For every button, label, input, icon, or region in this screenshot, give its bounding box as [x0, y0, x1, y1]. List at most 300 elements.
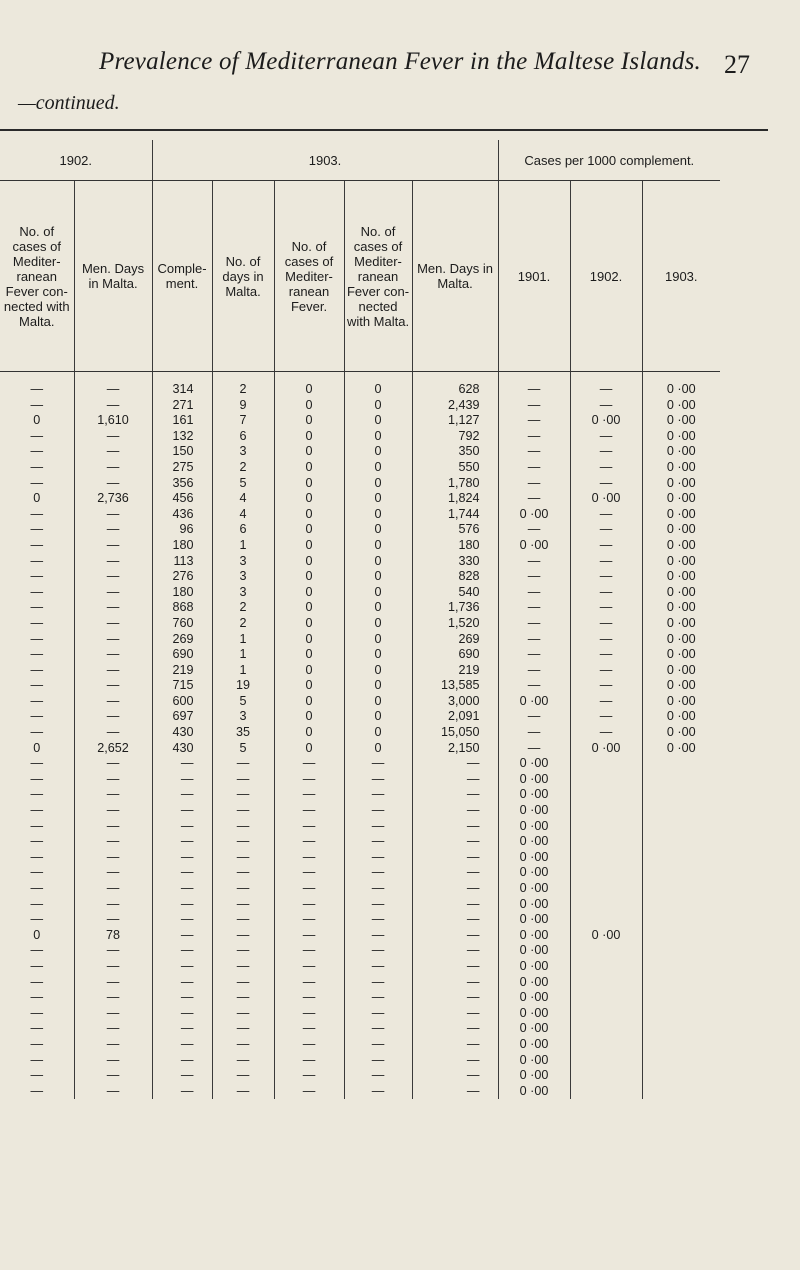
cell-cases: 0	[274, 554, 344, 570]
cell-cases-malta: 0	[344, 398, 412, 414]
cell-cases: 0	[274, 725, 344, 741]
cell-rate-1902	[570, 772, 642, 788]
cell-cases: 0	[274, 663, 344, 679]
cell-days-in-malta: 5	[212, 694, 274, 710]
cell-men-days-1903: —	[412, 1037, 498, 1053]
cell-rate-1902	[570, 943, 642, 959]
continued-label: —continued.	[18, 92, 120, 114]
cell-rate-1903	[642, 943, 720, 959]
cell-days-in-malta: —	[212, 959, 274, 975]
cell-complement: 161	[152, 413, 212, 429]
table-row	[0, 507, 720, 523]
cell-cases-malta: —	[344, 803, 412, 819]
cell-men-days-1902: —	[74, 647, 152, 663]
cell-rate-1902: —	[570, 522, 642, 538]
cell-cases: —	[274, 943, 344, 959]
cell-cases-1902: —	[0, 819, 74, 835]
cell-cases-malta: 0	[344, 647, 412, 663]
cell-rate-1903	[642, 1053, 720, 1069]
cell-rate-1901: —	[498, 647, 570, 663]
cell-cases: —	[274, 1068, 344, 1084]
cell-rate-1901: —	[498, 741, 570, 757]
cell-days-in-malta: —	[212, 772, 274, 788]
cell-complement: —	[152, 1006, 212, 1022]
cell-cases-malta: —	[344, 1068, 412, 1084]
cell-days-in-malta: 2	[212, 460, 274, 476]
cell-complement: —	[152, 1053, 212, 1069]
cell-men-days-1902: —	[74, 507, 152, 523]
cell-men-days-1903: —	[412, 1084, 498, 1100]
cell-complement: 697	[152, 709, 212, 725]
cell-rate-1902: —	[570, 507, 642, 523]
cell-complement: —	[152, 803, 212, 819]
cell-men-days-1902: —	[74, 476, 152, 492]
cell-rate-1902	[570, 912, 642, 928]
cell-days-in-malta: —	[212, 1053, 274, 1069]
cell-cases: 0	[274, 413, 344, 429]
cell-days-in-malta: —	[212, 803, 274, 819]
cell-men-days-1903: 1,824	[412, 491, 498, 507]
cell-cases-malta: —	[344, 943, 412, 959]
cell-cases: 0	[274, 678, 344, 694]
cell-men-days-1902: —	[74, 663, 152, 679]
cell-cases-malta: 0	[344, 476, 412, 492]
cell-days-in-malta: —	[212, 990, 274, 1006]
fever-statistics-table	[0, 140, 720, 1099]
cell-men-days-1903: 792	[412, 429, 498, 445]
cell-cases-1902: —	[0, 865, 74, 881]
cell-rate-1902	[570, 865, 642, 881]
cell-cases-malta: 0	[344, 538, 412, 554]
cell-rate-1901: —	[498, 398, 570, 414]
cell-cases-1902: —	[0, 476, 74, 492]
cell-rate-1903: 0 ·00	[666, 553, 696, 568]
cell-rate-1901: —	[498, 372, 570, 398]
cell-rate-1901: 0 ·00	[498, 990, 570, 1006]
cell-cases-malta: —	[344, 912, 412, 928]
cell-cases: —	[274, 865, 344, 881]
cell-rate-1901: 0 ·00	[498, 507, 570, 523]
cell-cases: 0	[274, 616, 344, 632]
cell-cases: —	[274, 772, 344, 788]
cell-men-days-1902: 2,736	[74, 491, 152, 507]
cell-cases-malta: 0	[344, 694, 412, 710]
cell-men-days-1903: 350	[412, 444, 498, 460]
cell-complement: —	[152, 787, 212, 803]
cell-rate-1901: —	[498, 429, 570, 445]
cell-men-days-1903: —	[412, 975, 498, 991]
cell-cases-malta: 0	[344, 663, 412, 679]
cell-men-days-1902: —	[74, 881, 152, 897]
cell-complement: —	[152, 912, 212, 928]
cell-cases-1902: —	[0, 959, 74, 975]
cell-cases-1902: —	[0, 881, 74, 897]
cell-complement: —	[152, 772, 212, 788]
cell-men-days-1903: 1,780	[412, 476, 498, 492]
cell-rate-1901: 0 ·00	[498, 912, 570, 928]
cell-cases: —	[274, 1037, 344, 1053]
cell-complement: 690	[152, 647, 212, 663]
cell-complement: 180	[152, 585, 212, 601]
cell-rate-1901: —	[498, 600, 570, 616]
header-1903: 1903.	[152, 140, 498, 181]
cell-days-in-malta: —	[212, 1006, 274, 1022]
cell-days-in-malta: 3	[212, 554, 274, 570]
cell-rate-1901: —	[498, 491, 570, 507]
cell-men-days-1903: 1,736	[412, 600, 498, 616]
cell-cases-malta: —	[344, 819, 412, 835]
cell-cases-malta: —	[344, 897, 412, 913]
cell-complement: —	[152, 1021, 212, 1037]
cell-men-days-1903: —	[412, 819, 498, 835]
cell-men-days-1902: —	[74, 600, 152, 616]
cell-cases-malta: —	[344, 787, 412, 803]
cell-days-in-malta: 3	[212, 585, 274, 601]
cell-rate-1902: —	[570, 585, 642, 601]
col-header-1902-men-days: Men. Days in Malta.	[74, 181, 152, 372]
cell-rate-1903: 0 ·00	[666, 459, 696, 474]
cell-men-days-1902: 1,610	[74, 413, 152, 429]
cell-rate-1901: 0 ·00	[498, 1053, 570, 1069]
cell-rate-1903: 0 ·00	[666, 725, 696, 740]
table-row	[0, 444, 720, 460]
cell-days-in-malta: 1	[212, 663, 274, 679]
cell-cases: 0	[274, 398, 344, 414]
cell-men-days-1903: 15,050	[412, 725, 498, 741]
cell-men-days-1902: —	[74, 632, 152, 648]
cell-cases: 0	[274, 491, 344, 507]
cell-rate-1903	[642, 850, 720, 866]
cell-cases-1902: —	[0, 1037, 74, 1053]
cell-cases-malta: —	[344, 1037, 412, 1053]
table-row	[0, 372, 720, 398]
cell-men-days-1903: —	[412, 959, 498, 975]
cell-rate-1901: 0 ·00	[498, 943, 570, 959]
cell-rate-1901: —	[498, 569, 570, 585]
cell-rate-1902: 0 ·00	[570, 491, 642, 507]
cell-days-in-malta: —	[212, 1084, 274, 1100]
cell-cases-1902: —	[0, 975, 74, 991]
table-row	[0, 429, 720, 445]
col-header-1902-cases: No. of cases of Mediter-ranean Fever con-nected with Malta.	[0, 181, 74, 372]
page-number: 27	[724, 50, 750, 79]
cell-rate-1902: —	[570, 398, 642, 414]
cell-cases-1902: —	[0, 444, 74, 460]
cell-rate-1903: 0 ·00	[666, 522, 696, 537]
cell-cases: 0	[274, 429, 344, 445]
cell-days-in-malta: 3	[212, 569, 274, 585]
table-row	[0, 897, 720, 913]
table-row	[0, 819, 720, 835]
cell-rate-1903: 0 ·00	[666, 678, 696, 693]
table-row	[0, 538, 720, 554]
cell-rate-1901: 0 ·00	[498, 787, 570, 803]
cell-rate-1903: 0 ·00	[666, 600, 696, 615]
cell-men-days-1902: —	[74, 1068, 152, 1084]
cell-rate-1901: —	[498, 709, 570, 725]
cell-cases-malta: 0	[344, 569, 412, 585]
cell-rate-1902	[570, 881, 642, 897]
cell-complement: 436	[152, 507, 212, 523]
cell-rate-1902: —	[570, 476, 642, 492]
cell-cases: 0	[274, 600, 344, 616]
cell-rate-1903	[642, 897, 720, 913]
cell-days-in-malta: 19	[212, 678, 274, 694]
cell-cases: —	[274, 756, 344, 772]
col-header-cases-malta: No. of cases of Mediter-ranean Fever con-nected with Malta.	[344, 181, 412, 372]
cell-rate-1902	[570, 819, 642, 835]
cell-rate-1902	[570, 803, 642, 819]
cell-rate-1903: 0 ·00	[666, 444, 696, 459]
table-row	[0, 803, 720, 819]
cell-rate-1903: 0 ·00	[666, 631, 696, 646]
cell-cases-malta: —	[344, 975, 412, 991]
cell-men-days-1902: —	[74, 912, 152, 928]
table-row	[0, 959, 720, 975]
cell-complement: 868	[152, 600, 212, 616]
cell-cases-1902: —	[0, 569, 74, 585]
col-header-days-in-malta: No. of days in Malta.	[212, 181, 274, 372]
cell-complement: —	[152, 865, 212, 881]
table-row	[0, 1053, 720, 1069]
cell-rate-1903: 0 ·00	[666, 662, 696, 677]
cell-men-days-1902: —	[74, 990, 152, 1006]
cell-cases-malta: 0	[344, 709, 412, 725]
cell-men-days-1903: —	[412, 756, 498, 772]
cell-cases-malta: 0	[344, 616, 412, 632]
cell-cases-1902: 0	[0, 741, 74, 757]
cell-men-days-1903: 550	[412, 460, 498, 476]
cell-cases-1902: 0	[0, 413, 74, 429]
cell-cases: 0	[274, 476, 344, 492]
col-header-1901: 1901.	[498, 181, 570, 372]
cell-rate-1901: 0 ·00	[498, 959, 570, 975]
cell-cases-malta: 0	[344, 632, 412, 648]
cell-rate-1901: 0 ·00	[498, 1006, 570, 1022]
table-row	[0, 491, 720, 507]
cell-rate-1901: —	[498, 476, 570, 492]
cell-cases: 0	[274, 569, 344, 585]
cell-cases-malta: 0	[344, 678, 412, 694]
cell-cases-1902: —	[0, 787, 74, 803]
cell-cases-1902: —	[0, 632, 74, 648]
col-header-complement: Comple-ment.	[152, 181, 212, 372]
cell-cases: —	[274, 1006, 344, 1022]
cell-rate-1902: —	[570, 372, 642, 398]
cell-rate-1902: —	[570, 569, 642, 585]
cell-complement: 430	[152, 741, 212, 757]
cell-rate-1901: —	[498, 616, 570, 632]
cell-men-days-1902: —	[74, 709, 152, 725]
cell-rate-1902: 0 ·00	[570, 413, 642, 429]
cell-rate-1903	[642, 912, 720, 928]
cell-cases: 0	[274, 507, 344, 523]
cell-cases-1902: —	[0, 522, 74, 538]
cell-men-days-1903: 540	[412, 585, 498, 601]
cell-days-in-malta: 7	[212, 413, 274, 429]
cell-men-days-1902: —	[74, 850, 152, 866]
cell-rate-1903: 0 ·00	[666, 615, 696, 630]
year-header-row	[0, 140, 720, 181]
cell-cases: —	[274, 881, 344, 897]
cell-rate-1903: 0 ·00	[666, 537, 696, 552]
top-rule	[0, 129, 768, 131]
cell-cases-malta: —	[344, 1021, 412, 1037]
cell-cases-1902: —	[0, 663, 74, 679]
cell-rate-1902	[570, 1053, 642, 1069]
cell-men-days-1903: —	[412, 1053, 498, 1069]
table-row	[0, 569, 720, 585]
cell-men-days-1902: —	[74, 725, 152, 741]
cell-rate-1902	[570, 1021, 642, 1037]
cell-rate-1901: 0 ·00	[498, 756, 570, 772]
table-row	[0, 694, 720, 710]
cell-cases: —	[274, 1084, 344, 1100]
table-row	[0, 398, 720, 414]
cell-men-days-1902: —	[74, 834, 152, 850]
cell-cases: 0	[274, 694, 344, 710]
cell-cases-1902: —	[0, 709, 74, 725]
cell-cases-1902: —	[0, 678, 74, 694]
cell-cases-1902: —	[0, 772, 74, 788]
table-row	[0, 616, 720, 632]
cell-complement: 96	[152, 522, 212, 538]
cell-rate-1902	[570, 975, 642, 991]
cell-men-days-1902: —	[74, 819, 152, 835]
cell-days-in-malta: —	[212, 1021, 274, 1037]
cell-days-in-malta: —	[212, 1037, 274, 1053]
cell-rate-1901: 0 ·00	[498, 1037, 570, 1053]
cell-cases: —	[274, 990, 344, 1006]
cell-rate-1901: —	[498, 585, 570, 601]
cell-rate-1902: —	[570, 694, 642, 710]
cell-cases: 0	[274, 372, 344, 398]
cell-men-days-1903: 1,127	[412, 413, 498, 429]
cell-men-days-1902: —	[74, 975, 152, 991]
table-row	[0, 1037, 720, 1053]
table-row	[0, 741, 720, 757]
cell-men-days-1903: 2,150	[412, 741, 498, 757]
cell-rate-1902: —	[570, 632, 642, 648]
cell-days-in-malta: 4	[212, 491, 274, 507]
cell-rate-1901: —	[498, 663, 570, 679]
cell-rate-1902: —	[570, 678, 642, 694]
cell-cases: —	[274, 850, 344, 866]
cell-rate-1902: —	[570, 709, 642, 725]
cell-cases-malta: 0	[344, 725, 412, 741]
cell-cases: —	[274, 787, 344, 803]
cell-cases: 0	[274, 460, 344, 476]
cell-days-in-malta: —	[212, 865, 274, 881]
cell-cases: —	[274, 928, 344, 944]
cell-cases-malta: —	[344, 865, 412, 881]
cell-rate-1903: 0 ·00	[666, 397, 696, 412]
cell-rate-1901: 0 ·00	[498, 694, 570, 710]
cell-complement: —	[152, 834, 212, 850]
cell-rate-1902: —	[570, 663, 642, 679]
cell-cases-1902: —	[0, 538, 74, 554]
cell-men-days-1902: —	[74, 444, 152, 460]
cell-complement: —	[152, 756, 212, 772]
cell-men-days-1903: —	[412, 1068, 498, 1084]
cell-rate-1902	[570, 834, 642, 850]
cell-days-in-malta: 4	[212, 507, 274, 523]
cell-rate-1903	[642, 787, 720, 803]
cell-men-days-1902: —	[74, 1053, 152, 1069]
cell-cases-1902: —	[0, 943, 74, 959]
table-row	[0, 585, 720, 601]
cell-men-days-1903: 269	[412, 632, 498, 648]
cell-rate-1901: 0 ·00	[498, 1068, 570, 1084]
col-header-1903: 1903.	[642, 181, 720, 372]
cell-days-in-malta: 2	[212, 616, 274, 632]
cell-cases-1902: —	[0, 647, 74, 663]
cell-men-days-1903: 690	[412, 647, 498, 663]
cell-rate-1902: —	[570, 725, 642, 741]
cell-complement: 456	[152, 491, 212, 507]
cell-men-days-1902: —	[74, 1021, 152, 1037]
cell-men-days-1902: —	[74, 554, 152, 570]
cell-men-days-1903: 1,744	[412, 507, 498, 523]
cell-rate-1903: 0 ·00	[666, 647, 696, 662]
cell-cases-malta: 0	[344, 460, 412, 476]
cell-men-days-1903: —	[412, 897, 498, 913]
cell-men-days-1903: 13,585	[412, 678, 498, 694]
cell-men-days-1903: —	[412, 865, 498, 881]
cell-rate-1903: 0 ·00	[666, 382, 696, 396]
cell-men-days-1902: —	[74, 585, 152, 601]
cell-men-days-1903: —	[412, 772, 498, 788]
table-row	[0, 834, 720, 850]
cell-cases: 0	[274, 538, 344, 554]
cell-cases-1902: —	[0, 372, 74, 398]
cell-cases: 0	[274, 709, 344, 725]
table-row	[0, 522, 720, 538]
table-row	[0, 725, 720, 741]
cell-rate-1901: 0 ·00	[498, 850, 570, 866]
cell-days-in-malta: 1	[212, 632, 274, 648]
cell-men-days-1903: 628	[412, 372, 498, 398]
cell-complement: 219	[152, 663, 212, 679]
cell-cases: 0	[274, 647, 344, 663]
cell-complement: 715	[152, 678, 212, 694]
cell-rate-1902	[570, 1068, 642, 1084]
cell-rate-1903	[642, 1068, 720, 1084]
cell-complement: —	[152, 975, 212, 991]
cell-cases-malta: 0	[344, 413, 412, 429]
cell-cases-malta: 0	[344, 741, 412, 757]
cell-rate-1901: 0 ·00	[498, 897, 570, 913]
cell-rate-1903: 0 ·00	[666, 413, 696, 428]
table-row	[0, 943, 720, 959]
cell-cases-1902: —	[0, 1053, 74, 1069]
cell-complement: —	[152, 1037, 212, 1053]
cell-cases-malta: 0	[344, 491, 412, 507]
cell-rate-1902: —	[570, 538, 642, 554]
cell-men-days-1903: —	[412, 990, 498, 1006]
cell-rate-1901: 0 ·00	[498, 803, 570, 819]
cell-cases-malta: —	[344, 881, 412, 897]
page-title: Prevalence of Mediterranean Fever in the Maltese Islands.	[99, 48, 701, 75]
cell-men-days-1903: 1,520	[412, 616, 498, 632]
cell-men-days-1903: 219	[412, 663, 498, 679]
cell-rate-1902	[570, 787, 642, 803]
cell-cases-malta: —	[344, 928, 412, 944]
cell-cases-1902: —	[0, 803, 74, 819]
table-row	[0, 476, 720, 492]
cell-days-in-malta: 2	[212, 600, 274, 616]
cell-cases-malta: —	[344, 1053, 412, 1069]
